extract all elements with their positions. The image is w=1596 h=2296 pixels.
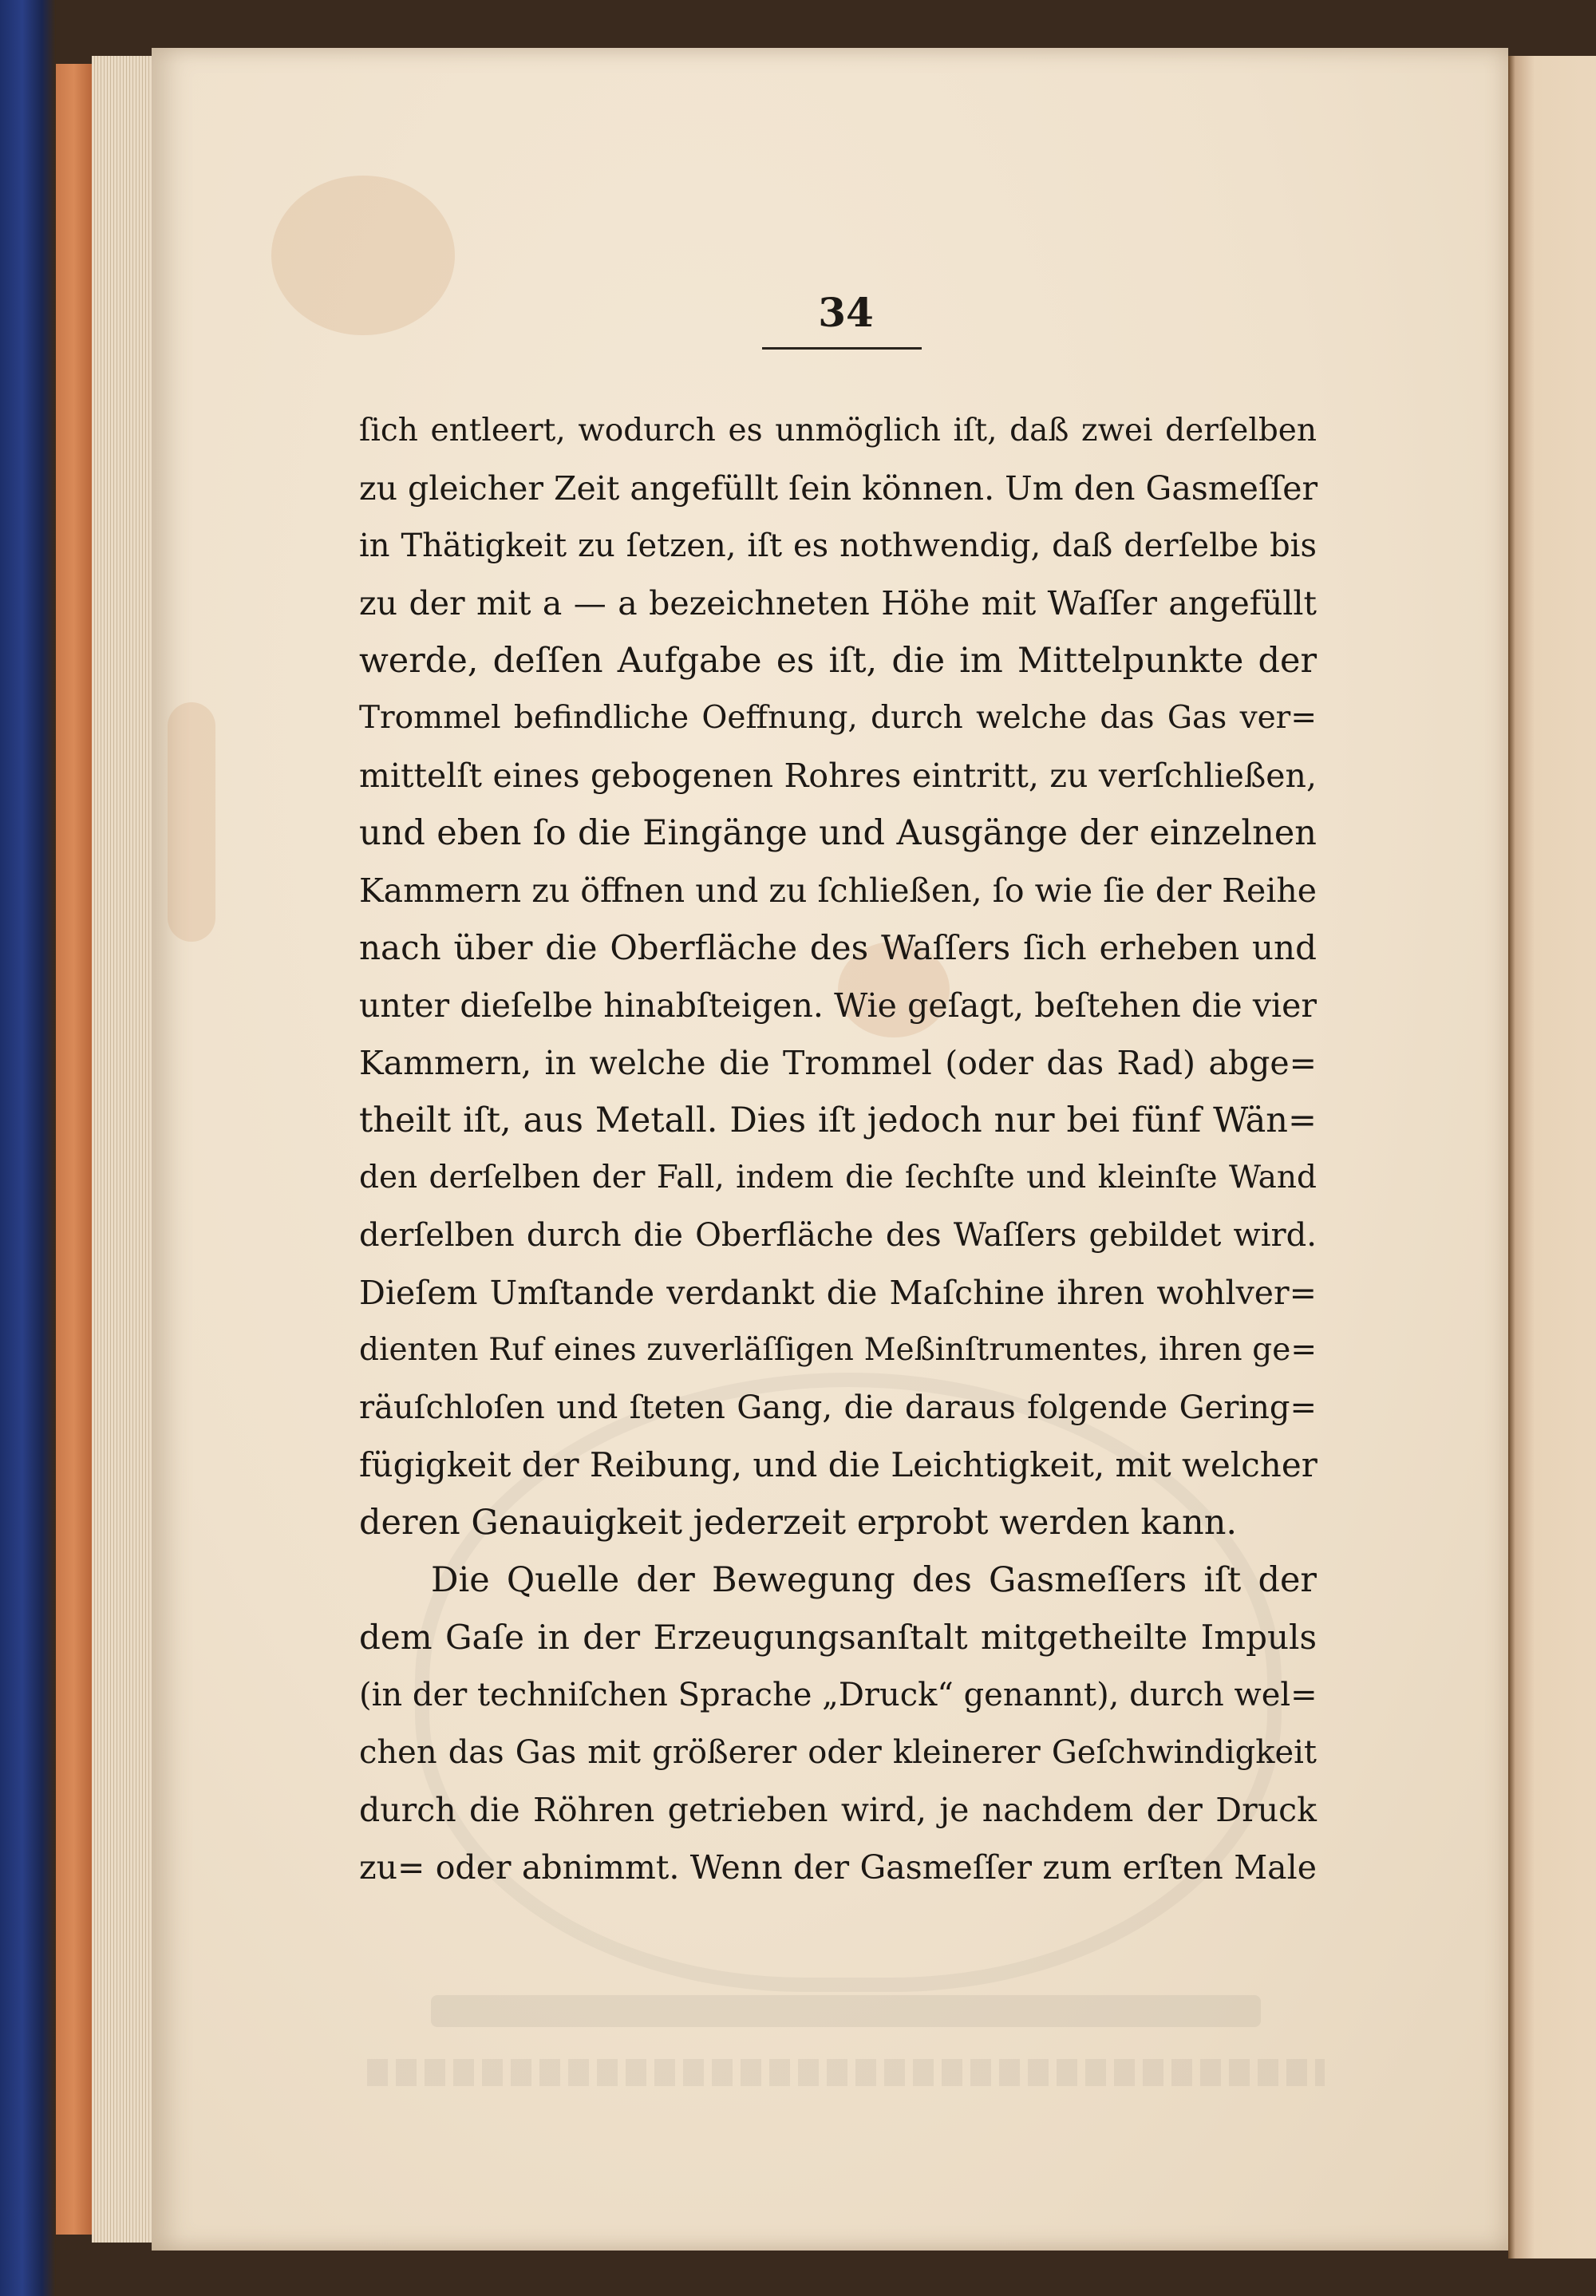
paragraph [359, 1551, 1317, 1896]
text-line: chen das Gas mit größerer oder kleinerer Geſchwindigkeit [359, 1734, 1317, 1771]
bleed-through-base [431, 1995, 1261, 2027]
foxing-stain [271, 176, 455, 335]
text-line: (in der techniſchen Sprache „Druck“ genannt), durch wel= [359, 1677, 1317, 1713]
text-line: mittelſt eines gebogenen Rohres eintritt, zu verſchließen, [359, 757, 1317, 795]
facing-page-edge [1508, 56, 1596, 2258]
text-line: den derſelben der Fall, indem die ſechſte und kleinſte Wand [359, 1160, 1317, 1195]
text-line: Kammern, in welche die Trommel (oder das Rad) abge= [359, 1044, 1317, 1082]
text-line: derſelben durch die Oberfläche des Waſſers gebildet wird. [359, 1217, 1317, 1254]
text-line: Kammern zu öffnen und zu ſchließen, ſo wie ſie der Reihe [359, 871, 1317, 910]
text-line: durch die Röhren getrieben wird, je nachdem der Druck [359, 1791, 1317, 1829]
text-line: Die Quelle der Bewegung des Gasmeſſers iſt der [431, 1560, 1317, 1600]
text-line: räuſchloſen und ſteten Gang, die daraus folgende Gering= [359, 1389, 1317, 1426]
text-line: zu gleicher Zeit angefüllt ſein können. Um den Gasmeſſer [359, 469, 1318, 508]
text-line: dienten Ruf eines zuverläſſigen Meßinſtrumentes, ihren ge= [359, 1332, 1317, 1368]
foxing-stain [168, 702, 215, 942]
text-line: Dieſem Umſtande verdankt die Maſchine ihren wohlver= [359, 1274, 1317, 1312]
text-line: ſich entleert, wodurch es unmöglich iſt, daß zwei derſelben [359, 413, 1317, 449]
text-line: in Thätigkeit zu ſetzen, iſt es nothwendig, daß derſelbe bis [359, 528, 1317, 564]
text-line: theilt iſt, aus Metall. Dies iſt jedoch nur bei fünf Wän= [359, 1101, 1317, 1140]
text-line: fügigkeit der Reibung, und die Leichtigkeit, mit welcher [359, 1445, 1317, 1484]
text-line: Trommel befindliche Oeffnung, durch welche das Gas ver= [359, 700, 1317, 736]
text-line: zu der mit a — a bezeichneten Höhe mit Waſſer angefüllt [359, 584, 1317, 622]
text-line: werde, deſſen Aufgabe es iſt, die im Mittelpunkte der [359, 641, 1317, 681]
bleed-through-footnote [367, 2059, 1325, 2086]
paragraph [359, 402, 1317, 1551]
text-line: zu= oder abnimmt. Wenn der Gasmeſſer zum erſten Male [359, 1848, 1317, 1887]
text-line: dem Gaſe in der Erzeugungsanſtalt mitgetheilte Impuls [359, 1618, 1317, 1657]
book-binding [0, 0, 56, 2296]
book-cover-edge [56, 64, 92, 2235]
page-number-rule [762, 347, 922, 350]
text-line: nach über die Oberfläche des Waſſers ſich erheben und [359, 928, 1317, 967]
page-number: 34 [818, 289, 874, 336]
text-line: unter dieſelbe hinabſteigen. Wie geſagt, beſtehen die vier [359, 986, 1317, 1025]
text-line: und eben ſo die Eingänge und Ausgänge der einzelnen [359, 813, 1317, 853]
page-stack-edges [92, 56, 156, 2243]
body-text [359, 402, 1317, 1896]
text-line: deren Genauigkeit jederzeit erprobt werden kann. [359, 1503, 1238, 1543]
